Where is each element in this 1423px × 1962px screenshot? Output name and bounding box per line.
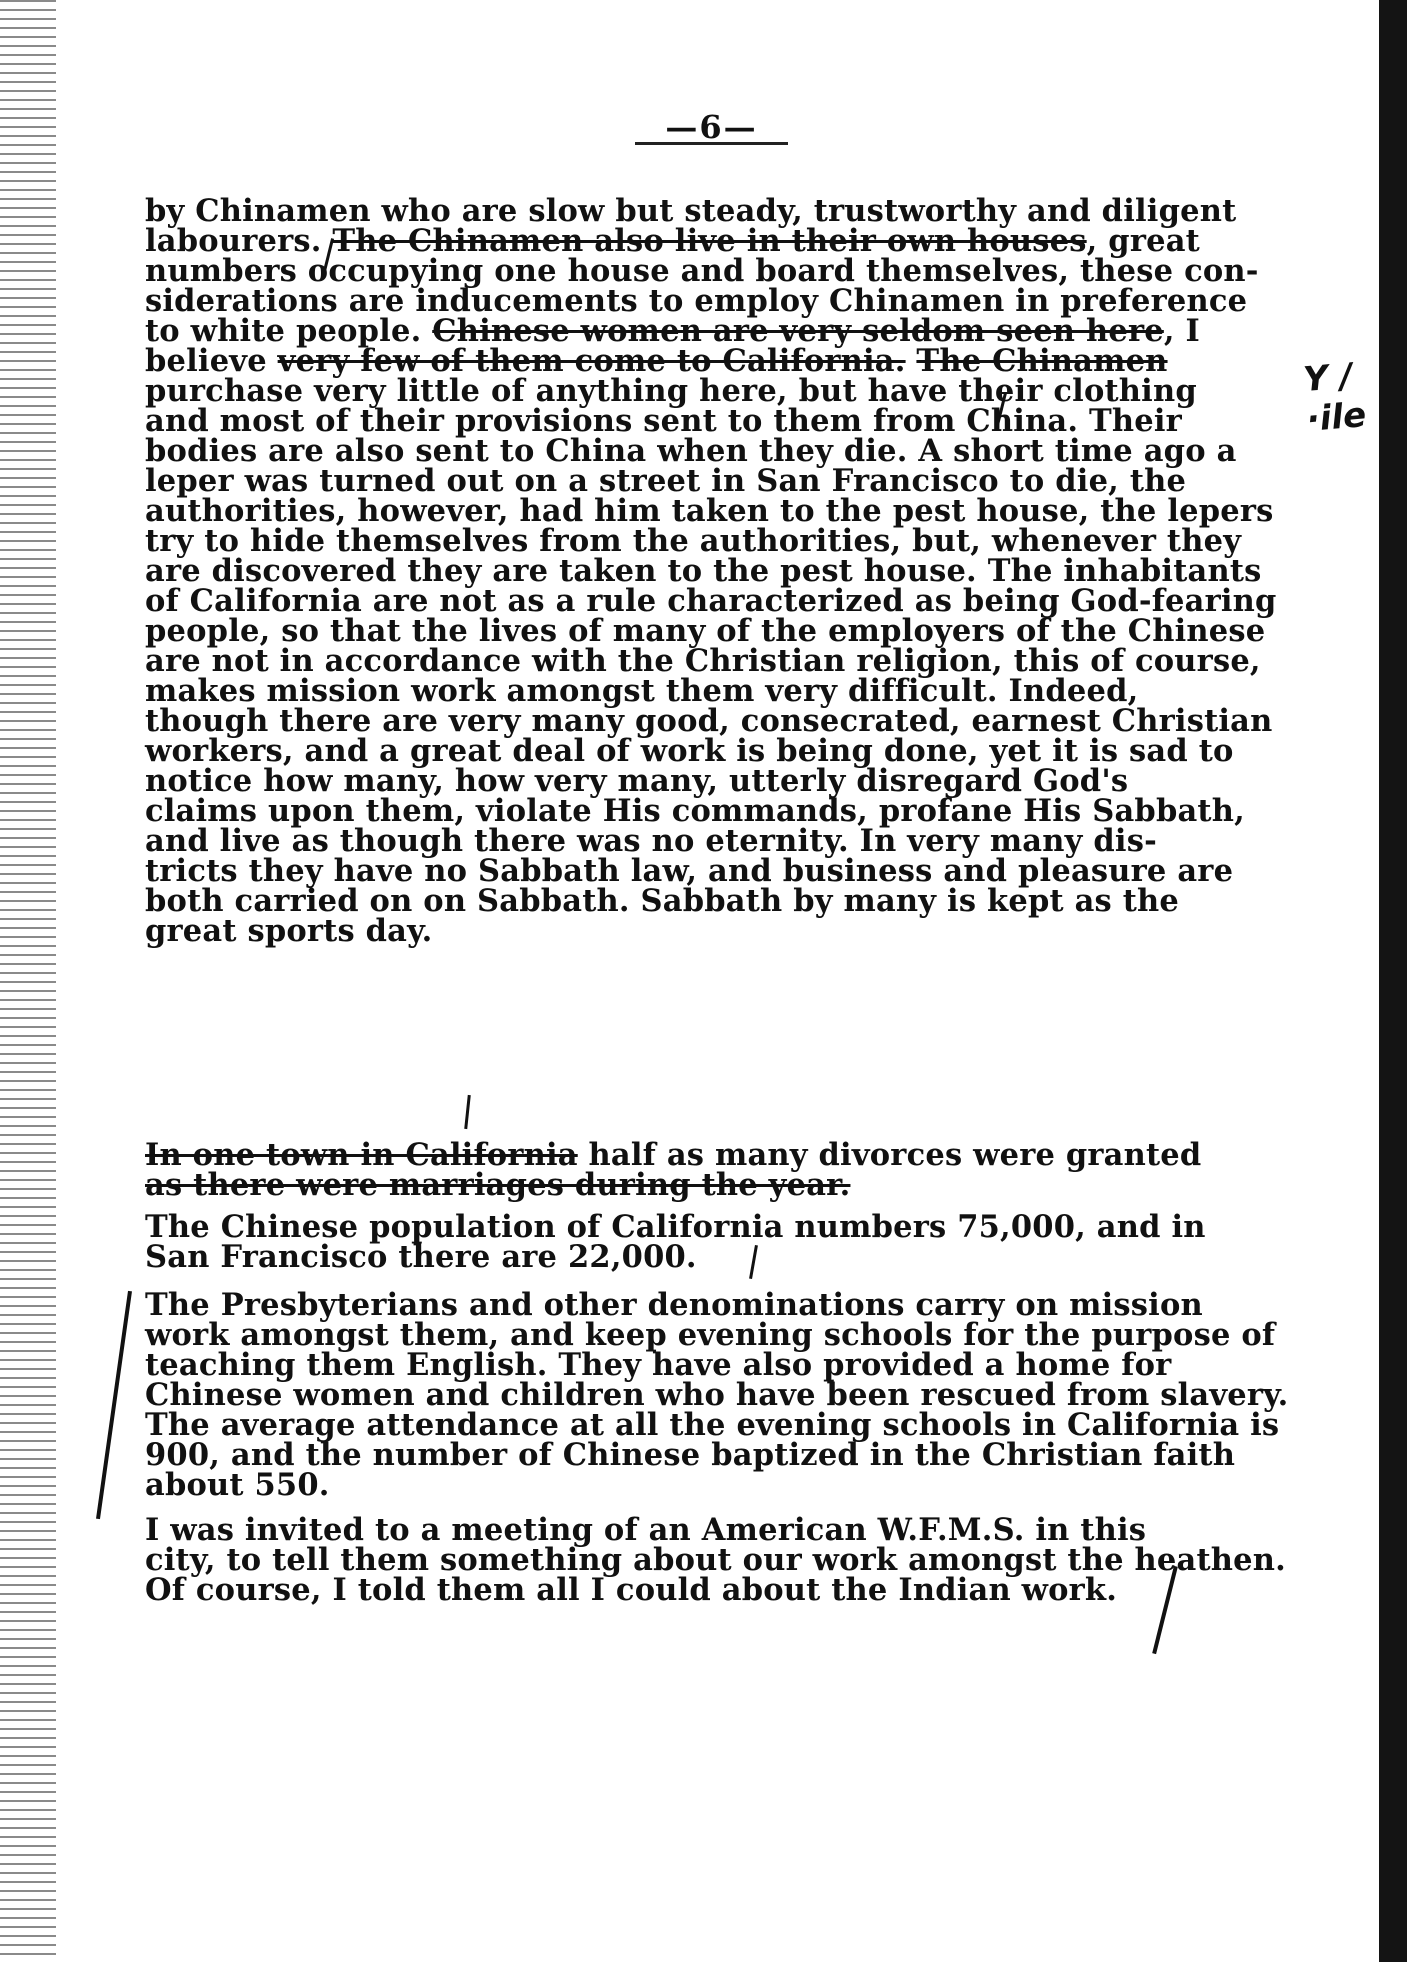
text-line: and live as though there was no eternity. In very many dis-: [145, 823, 1157, 859]
scan-edge-left: [0, 0, 56, 1962]
text-line: numbers occupying one house and board themselves, these con-: [145, 253, 1259, 289]
text-line: authorities, however, had him taken to the pest house, the lepers: [145, 493, 1274, 529]
text-line: [145, 343, 1295, 379]
text-line: I was invited to a meeting of an American W.F.M.S. in this: [145, 1512, 1147, 1548]
text-line: people, so that the lives of many of the employers of the Chinese: [145, 613, 1266, 649]
paragraph-2: [145, 1137, 1295, 1203]
page-number-text: —6—: [635, 112, 787, 145]
text-line: workers, and a great deal of work is being done, yet it is sad to: [145, 733, 1234, 769]
text-line: leper was turned out on a street in San Francisco to die, the: [145, 463, 1187, 499]
text-line: about 550.: [145, 1467, 330, 1503]
struck-text: In one town in California: [145, 1137, 578, 1173]
text-line: [145, 313, 1295, 349]
handwritten-margin-note: Y / ·ile: [1301, 356, 1368, 440]
text-line: The average attendance at all the evening schools in California is: [145, 1407, 1280, 1443]
struck-text: Chinese women are very seldom seen here: [432, 313, 1164, 349]
text-line: teaching them English. They have also provided a home for: [145, 1347, 1172, 1383]
text-line: great sports day.: [145, 913, 433, 949]
text-line: [145, 1137, 1295, 1173]
text-span: , great: [1086, 223, 1200, 259]
text-line: by Chinamen who are slow but steady, trustworthy and diligent: [145, 193, 1237, 229]
text-line: city, to tell them something about our work amongst the heathen.: [145, 1542, 1286, 1578]
text-line: San Francisco there are 22,000.: [145, 1239, 697, 1275]
text-line: both carried on on Sabbath. Sabbath by many is kept as the: [145, 883, 1180, 919]
text-line: 900, and the number of Chinese baptized in the Christian faith: [145, 1437, 1236, 1473]
text-line: of California are not as a rule characterized as being God-fearing: [145, 583, 1277, 619]
text-line: [145, 223, 1295, 259]
paragraph-3: [145, 1209, 1295, 1275]
struck-text: The Chinamen: [916, 343, 1168, 379]
page-number: [0, 108, 1423, 146]
text-line: and most of their provisions sent to them from China. Their: [145, 403, 1182, 439]
text-line: purchase very little of anything here, but have their clothing: [145, 373, 1197, 409]
text-line: try to hide themselves from the authorities, but, whenever they: [145, 523, 1242, 559]
text-line: makes mission work amongst them very difficult. Indeed,: [145, 673, 1139, 709]
struck-text: The Chinamen also live in their own houses: [332, 223, 1087, 259]
paragraph-5: [145, 1512, 1295, 1608]
text-line: are discovered they are taken to the pest house. The inhabitants: [145, 553, 1262, 589]
struck-text: as there were marriages during the year.: [145, 1167, 851, 1203]
struck-text: very few of them come to California.: [277, 343, 906, 379]
handwritten-bracket-left: [96, 1291, 132, 1519]
paragraph-1: [145, 193, 1295, 949]
text-line: are not in accordance with the Christian religion, this of course,: [145, 643, 1261, 679]
text-line: The Presbyterians and other denominations carry on mission: [145, 1287, 1203, 1323]
text-line: claims upon them, violate His commands, profane His Sabbath,: [145, 793, 1245, 829]
text-span: to white people.: [145, 313, 433, 349]
text-line: The Chinese population of California numbers 75,000, and in: [145, 1209, 1206, 1245]
text-span: half as many divorces were granted: [577, 1137, 1202, 1173]
text-line: Of course, I told them all I could about the Indian work.: [145, 1572, 1118, 1608]
text-line: tricts they have no Sabbath law, and business and pleasure are: [145, 853, 1234, 889]
text-span: , I: [1163, 313, 1200, 349]
text-line: [145, 1167, 1295, 1203]
text-line: work amongst them, and keep evening schools for the purpose of: [145, 1317, 1276, 1353]
text-line: siderations are inducements to employ Chinamen in preference: [145, 283, 1248, 319]
handwritten-divider-3: [464, 1095, 471, 1129]
text-line: notice how many, how very many, utterly disregard God's: [145, 763, 1129, 799]
text-span: labourers.: [145, 223, 333, 259]
text-span: believe: [145, 343, 278, 379]
text-line: though there are very many good, consecrated, earnest Christian: [145, 703, 1273, 739]
paragraph-4: [145, 1287, 1295, 1503]
text-line: bodies are also sent to China when they die. A short time ago a: [145, 433, 1237, 469]
text-line: Chinese women and children who have been rescued from slavery.: [145, 1377, 1289, 1413]
scan-edge-right: [1379, 0, 1407, 1962]
